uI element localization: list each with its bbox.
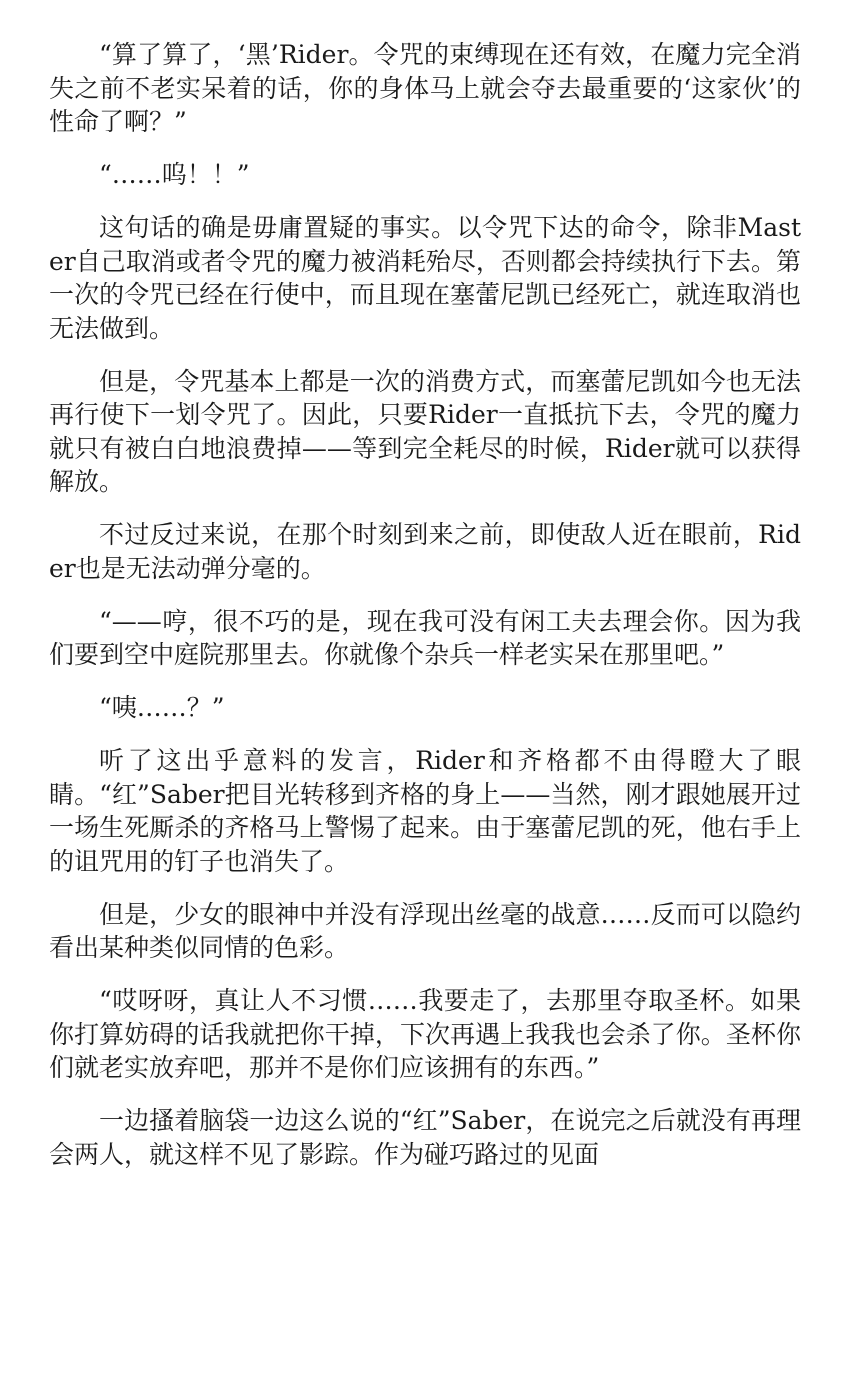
paragraph: “——哼，很不巧的是，现在我可没有闲工夫去理会你。因为我们要到空中庭院那里去。你就像个杂兵一样老实呆在那里吧。” bbox=[49, 606, 801, 669]
paragraph: “算了算了，‘黑’Rider。令咒的束缚现在还有效，在魔力完全消失之前不老实呆着的话，你的身体马上就会夺去最重要的‘这家伙’的性命了啊？” bbox=[49, 40, 801, 136]
paragraph: 但是，令咒基本上都是一次的消费方式，而塞蕾尼凯如今也无法再行使下一划令咒了。因此，只要Rider一直抵抗下去，令咒的魔力就只有被白白地浪费掉——等到完全耗尽的时候，Rider就可以获得解放。 bbox=[49, 366, 801, 496]
paragraph: 一边搔着脑袋一边这么说的“红”Saber，在说完之后就没有再理会两人，就这样不见了影踪。作为碰巧路过的见面 bbox=[49, 1106, 801, 1169]
paragraph: “……呜！！” bbox=[99, 160, 250, 189]
document-page bbox=[49, 38, 801, 1191]
paragraph: 不过反过来说，在那个时刻到来之前，即使敌人近在眼前，Rider也是无法动弹分毫的。 bbox=[49, 520, 801, 583]
paragraph: 听了这出乎意料的发言，Rider和齐格都不由得瞪大了眼睛。“红”Saber把目光转移到齐格的身上——当然，刚才跟她展开过一场生死厮杀的齐格马上警惕了起来。由于塞蕾尼凯的死，他右手上的诅咒用的钉子也消失了。 bbox=[49, 746, 801, 876]
paragraph: “咦……？” bbox=[99, 693, 225, 722]
paragraph: 这句话的确是毋庸置疑的事实。以令咒下达的命令，除非Master自己取消或者令咒的魔力被消耗殆尽，否则都会持续执行下去。第一次的令咒已经在行使中，而且现在塞蕾尼凯已经死亡，就连取消也无法做到。 bbox=[49, 213, 801, 343]
paragraph: “哎呀呀，真让人不习惯……我要走了，去那里夺取圣杯。如果你打算妨碍的话我就把你干掉，下次再遇上我我也会杀了你。圣杯你们就老实放弃吧，那并不是你们应该拥有的东西。” bbox=[49, 986, 801, 1082]
paragraph: 但是，少女的眼神中并没有浮现出丝毫的战意……反而可以隐约看出某种类似同情的色彩。 bbox=[49, 899, 801, 962]
